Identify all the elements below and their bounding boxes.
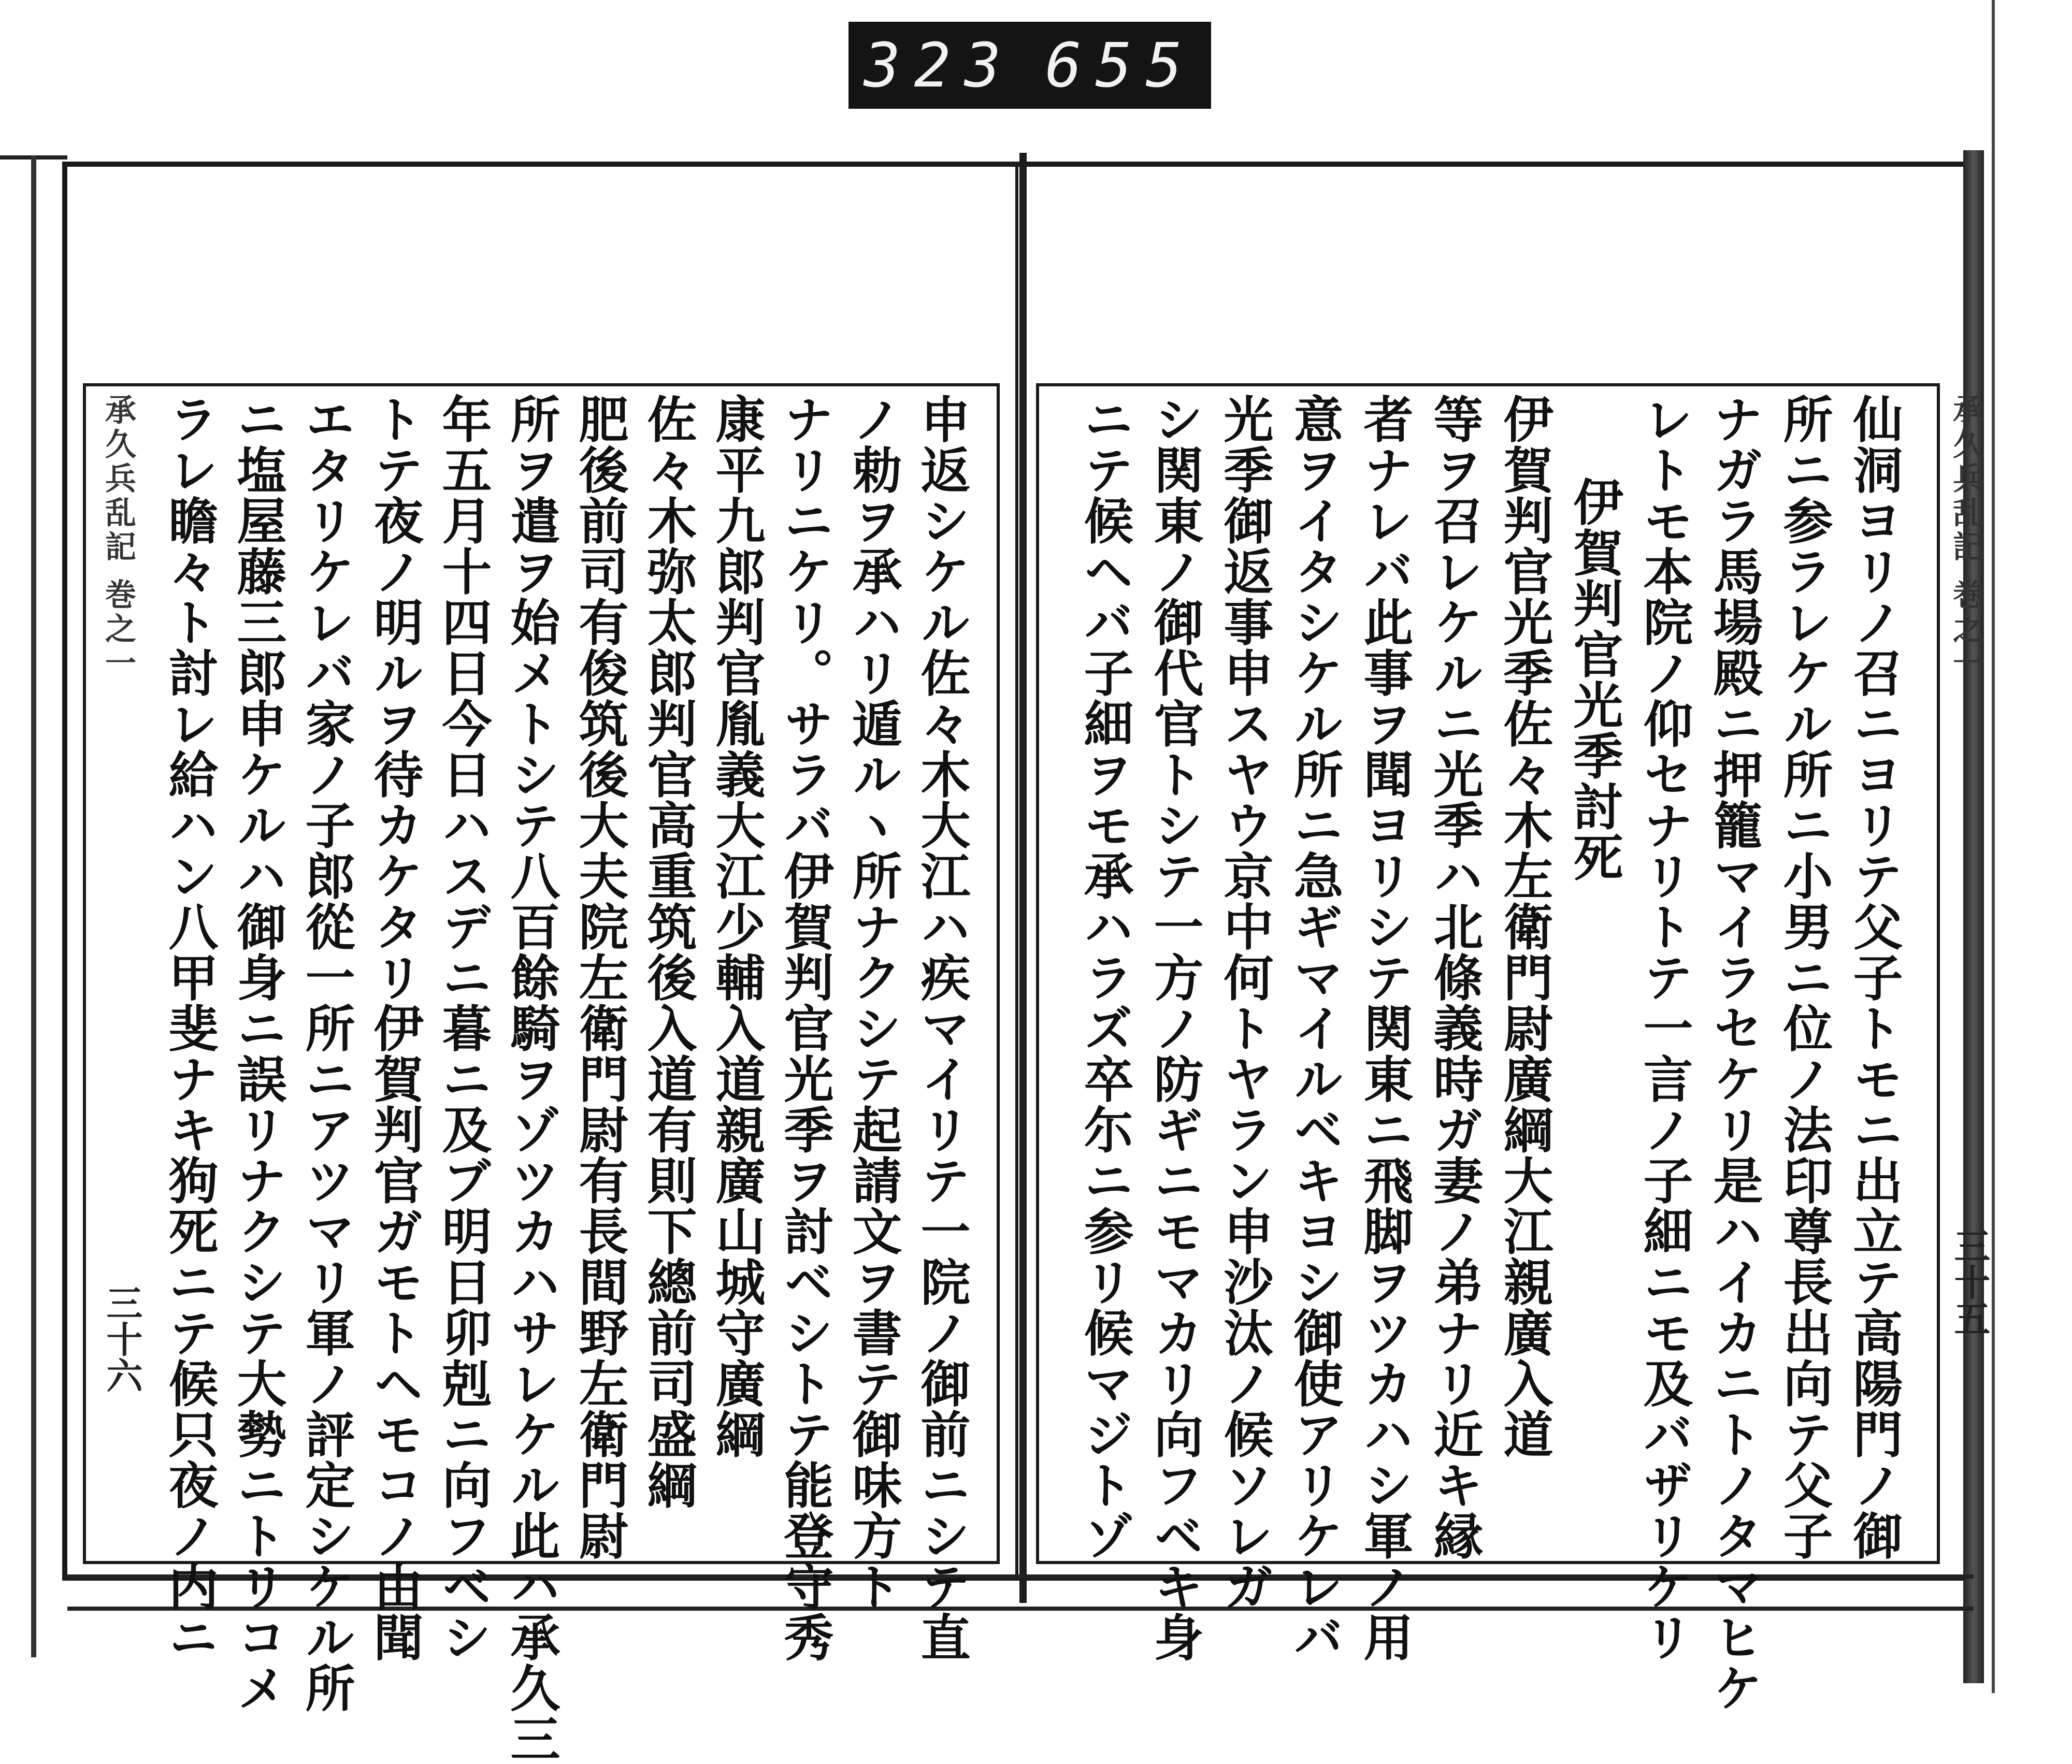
- text-column: 伊賀判官光季佐々木左衛門尉廣綱大江親廣入道: [1495, 394, 1554, 1459]
- text-column: 申返シケル佐々木大江ハ疾マイリテ一院ノ御前ニシテ直: [913, 394, 971, 1662]
- text-column: 等ヲ召レケルニ光季ハ北條義時ガ妻ノ弟ナリ近キ縁: [1426, 394, 1484, 1561]
- text-column: レトモ本院ノ仰セナリトテ一言ノ子細ニモ及バザリケリ: [1635, 394, 1694, 1662]
- right-margin-title: 承久兵乱記 巻之一: [1948, 394, 1984, 681]
- text-column: 意ヲイタシケル所ニ急ギマイルベキヨシ御使アリケレバ: [1286, 394, 1344, 1662]
- book-spine: [1019, 153, 1027, 1603]
- book-edge: [31, 155, 36, 1657]
- archive-label: [848, 22, 1211, 109]
- book-edge: [1963, 150, 1984, 1683]
- text-column: 康平九郎判官胤義大江少輔入道親廣山城守廣綱: [708, 394, 766, 1459]
- right-folio: 三十五: [1948, 1227, 1991, 1336]
- book-edge: [1992, 0, 1995, 1693]
- text-column: 肥後前司有俊筑後大夫院左衛門尉有長間野左衛門尉: [571, 394, 629, 1561]
- text-column: エタリケレバ家ノ子郎從一所ニアツマリ軍ノ評定シケル所: [297, 394, 356, 1713]
- text-column: 所ヲ遣ヲ始メトシテ八百餘騎ヲゾツカハサレケル此ハ承久三: [502, 394, 561, 1764]
- left-margin-title: 承久兵乱記 巻之一: [100, 394, 136, 681]
- text-column: ニテ候ヘバ子細ヲモ承ハラズ卒尓ニ参リ候マジトゾ: [1076, 394, 1134, 1561]
- text-column: シ関東ノ御代官トシテ一方ノ防ギニモマカリ向フベキ身: [1146, 394, 1204, 1662]
- text-column: 者ナレバ此事ヲ聞ヨリシテ関東ニ飛脚ヲツカハシ軍ノ用: [1356, 394, 1414, 1662]
- label-number-right: 655: [1045, 30, 1196, 101]
- text-column: ラレ瞻々ト討レ給ハン八甲斐ナキ狗死ニテ候只夜ノ内ニ: [161, 394, 219, 1662]
- text-column: トテ夜ノ明ルヲ待カケタリ伊賀判官ガモトヘモコノ由聞: [366, 394, 424, 1662]
- text-column: ナガラ馬場殿ニ押籠マイラセケリ是ハイカニトノタマヒケ: [1705, 394, 1764, 1713]
- text-column: ニ塩屋藤三郎申ケルハ御身ニ誤リナクシテ大勢ニトリコメ: [229, 394, 287, 1713]
- text-column: 光季御返事申スヤウ京中何トヤラン申沙汰ノ候ソレガ: [1216, 394, 1274, 1612]
- text-column: ナリニケリ。サラバ伊賀判官光季ヲ討ベシトテ能登守秀: [776, 394, 834, 1662]
- left-folio: 三十六: [100, 1284, 143, 1393]
- section-heading: 伊賀判官光季討死: [1565, 476, 1624, 883]
- text-column: 仙洞ヨリノ召ニヨリテ父子トモニ出立テ高陽門ノ御: [1845, 394, 1904, 1561]
- text-column: 年五月十四日今日ハスデニ暮ニ及ブ明日卯剋ニ向フベシ: [434, 394, 493, 1662]
- label-number-left: 323: [864, 30, 1015, 101]
- text-column: 所ニ参ラレケル所ニ小男ニ位ノ法印尊長出向テ父子: [1775, 394, 1834, 1561]
- text-column: 佐々木弥太郎判官高重筑後入道有則下總前司盛綱: [639, 394, 698, 1510]
- text-column: ノ勅ヲ承ハリ遁ルヽ所ナクシテ起請文ヲ書テ御味方ト: [844, 394, 903, 1612]
